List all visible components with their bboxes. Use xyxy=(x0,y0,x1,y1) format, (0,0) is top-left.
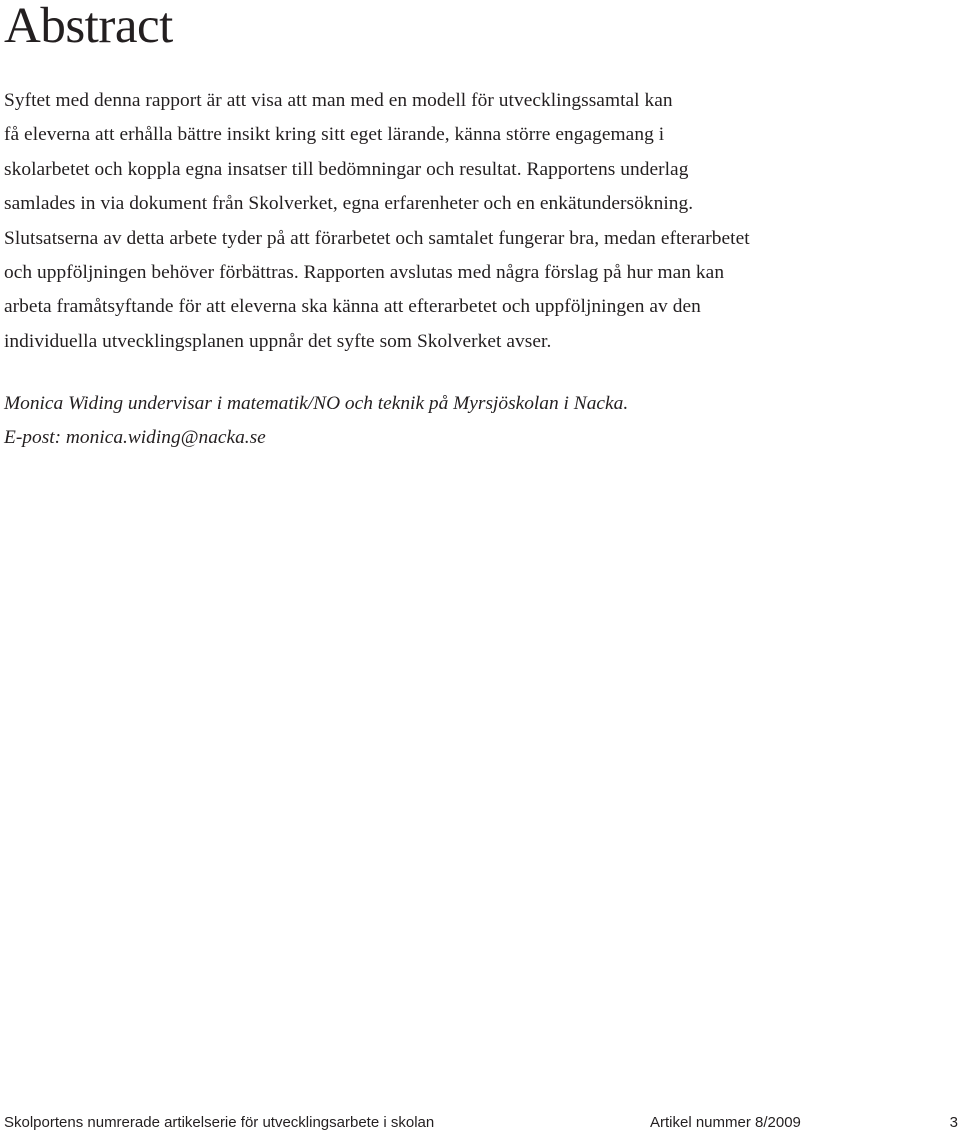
abstract-line: samlades in via dokument från Skolverket, egna erfarenheter och en enkätundersökning. xyxy=(4,193,694,215)
abstract-line: Slutsatserna av detta arbete tyder på att förarbetet och samtalet fungerar bra, medan efterarbetet xyxy=(4,227,750,249)
abstract-line: och uppföljningen behöver förbättras. Rapporten avslutas med några förslag på hur man kan xyxy=(4,262,725,284)
footer-page-number: 3 xyxy=(949,1114,958,1131)
author-bio: Monica Widing undervisar i matematik/NO och teknik på Myrsjöskolan i Nacka. xyxy=(4,393,629,414)
abstract-line: skolarbetet och koppla egna insatser till bedömningar och resultat. Rapportens underlag xyxy=(4,158,689,180)
abstract-line: Syftet med denna rapport är att visa att man med en modell för utvecklingssamtal kan xyxy=(4,90,673,111)
abstract-line: arbeta framåtsyftande för att eleverna ska känna att efterarbetet och uppföljningen av den xyxy=(4,296,701,318)
footer-article-number: Artikel nummer 8/2009 xyxy=(650,1114,801,1131)
abstract-line: individuella utvecklingsplanen uppnår det syfte som Skolverket avser. xyxy=(4,330,552,352)
abstract-line: få eleverna att erhålla bättre insikt kring sitt eget lärande, känna större engagemang i xyxy=(4,124,665,146)
page-title: Abstract xyxy=(4,0,173,54)
footer-series-title: Skolportens numrerade artikelserie för utvecklingsarbete i skolan xyxy=(4,1114,435,1131)
abstract-paragraph xyxy=(4,84,954,359)
page-footer xyxy=(4,1112,960,1134)
author-email: E-post: monica.widing@nacka.se xyxy=(4,427,266,448)
author-note xyxy=(4,387,628,455)
